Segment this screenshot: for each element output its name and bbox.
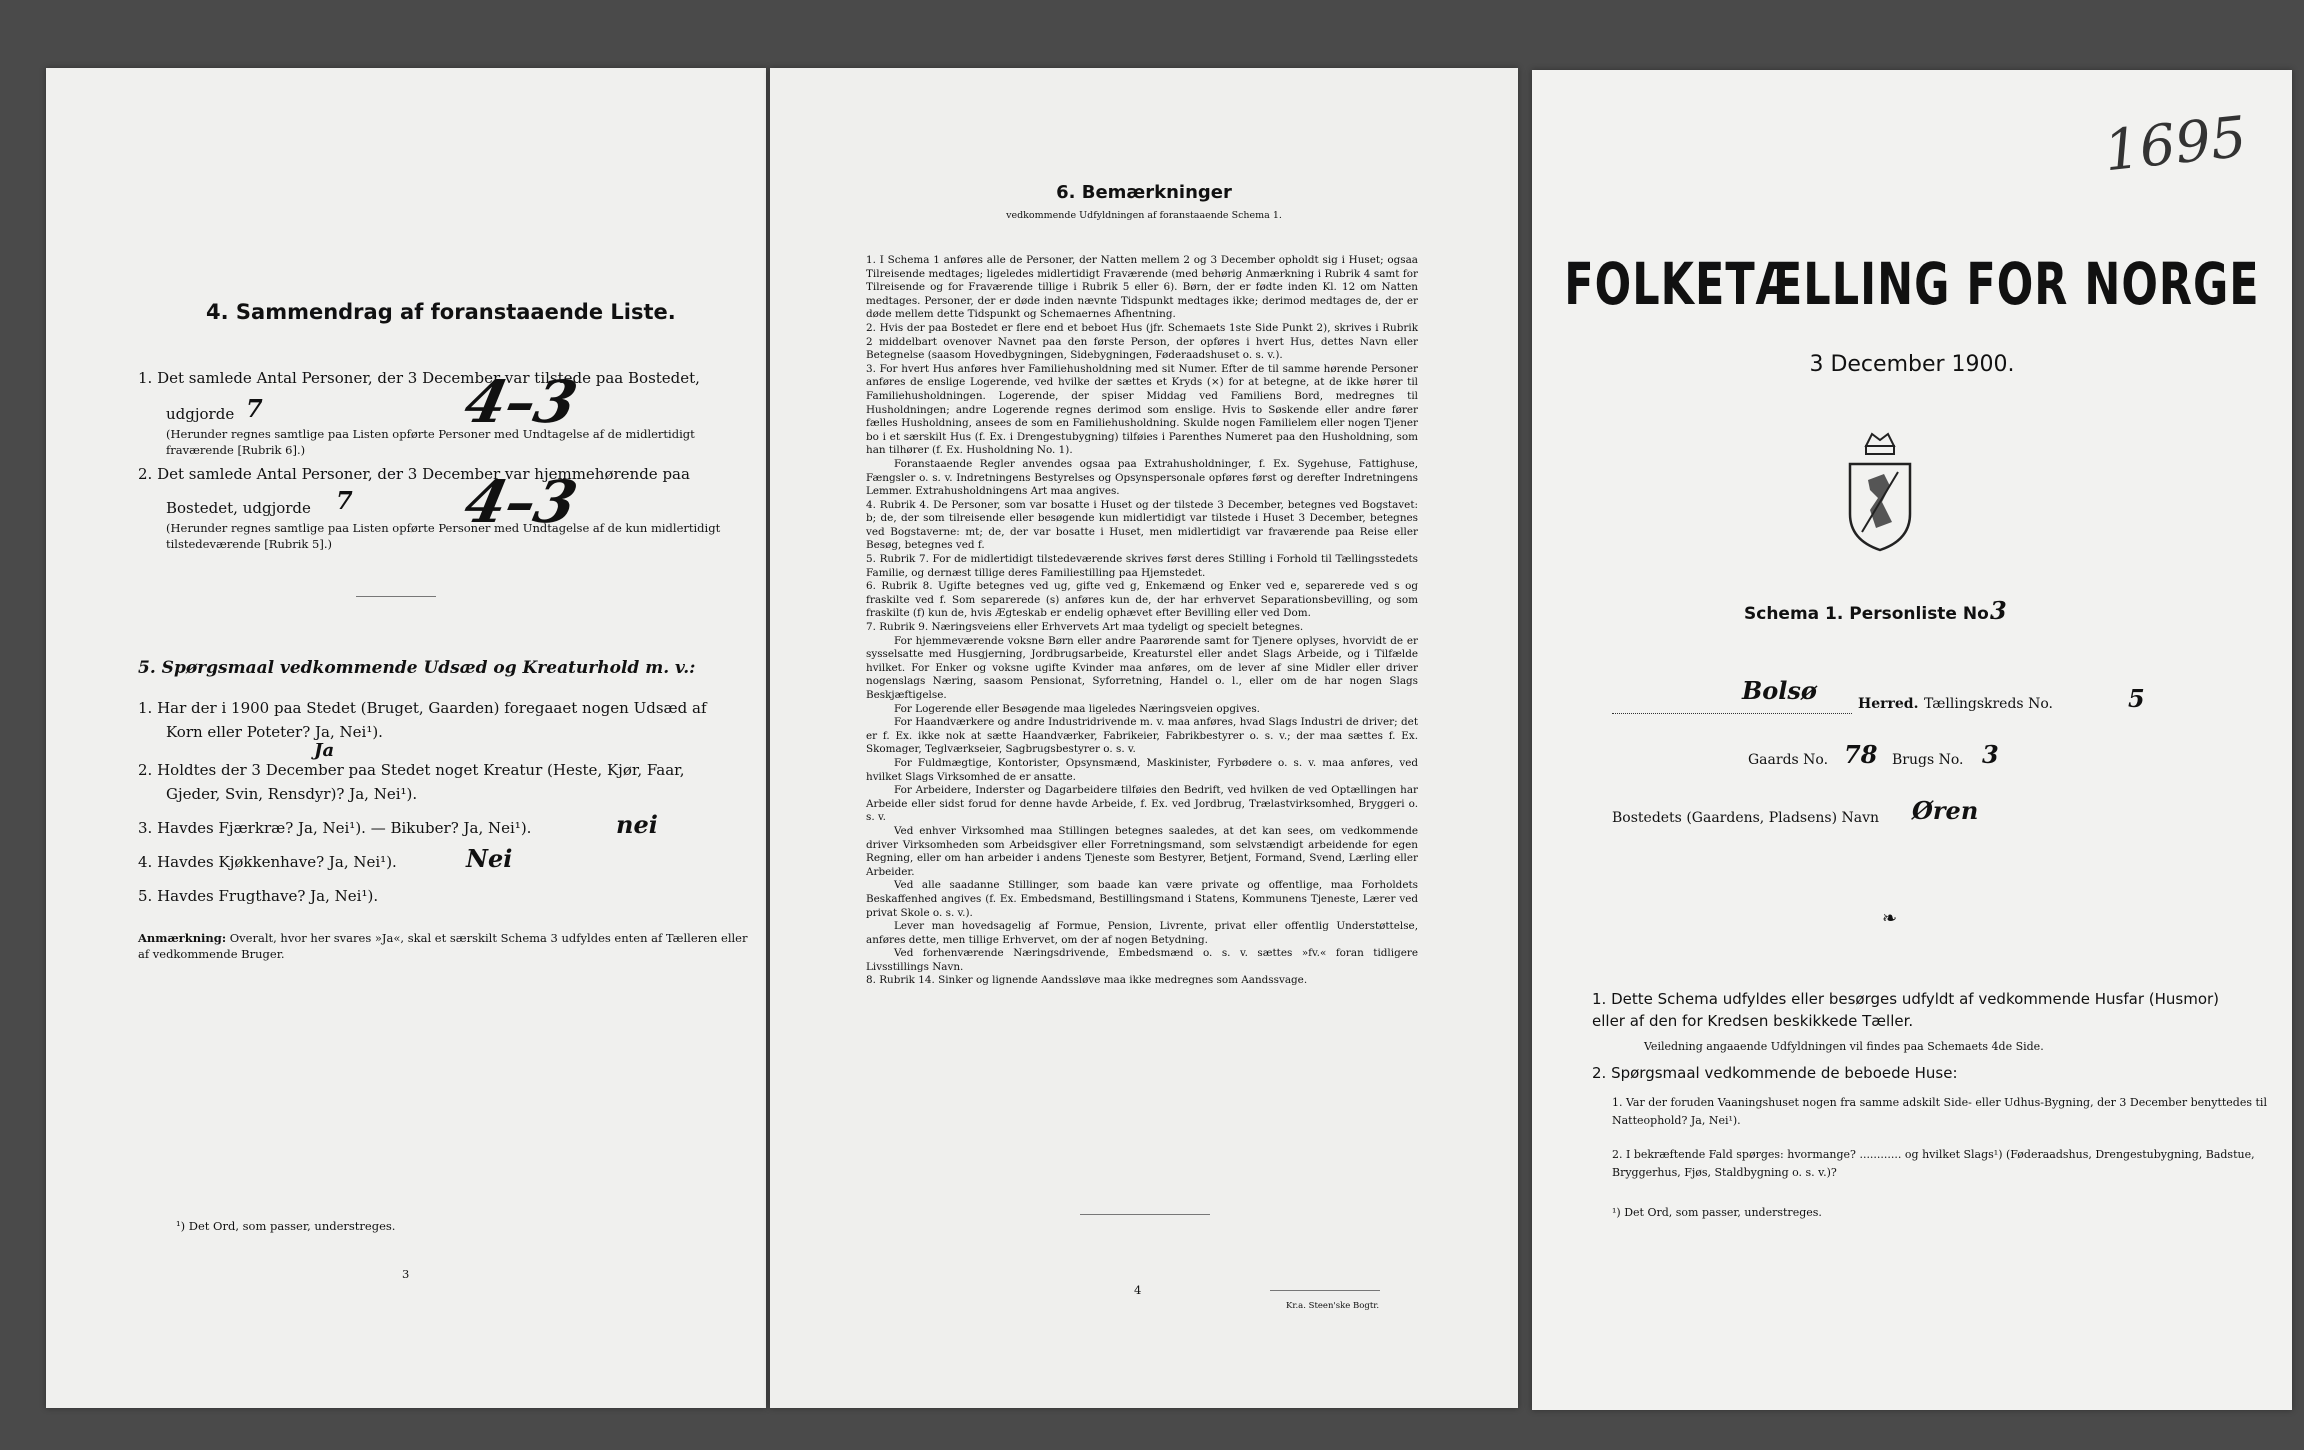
s5-q5: 5. Havdes Frugthave? Ja, Nei¹). (138, 887, 379, 905)
right-page (1532, 70, 2292, 1410)
annotation-text: Overalt, hvor her svares »Ja«, skal et særskilt Schema 3 udfyldes enten af Tælleren eller af vedkommende Bruger. (138, 931, 748, 961)
coat-of-arms-icon (1842, 428, 1918, 558)
s5-q2a: 2. Holdtes der 3 December paa Stedet noget Kreatur (Heste, Kjør, Faar, (138, 761, 685, 779)
divider (1080, 1214, 1210, 1215)
remark-paragraph: For Logerende eller Besøgende maa ligeledes Næringsveien opgives. (894, 702, 1260, 715)
remark-paragraph: 5. Rubrik 7. For de midlertidigt tilstedeværende skrives først deres Stilling i Forhold til Tællingsstedets Familie, og dernæst tillige deres Familiestilling paa Hjemstedet. (866, 553, 1418, 579)
q2-hand-value: 4–3 (458, 468, 583, 536)
brugs-number: 3 (1982, 740, 1999, 769)
q1-hand-value: 4–3 (458, 368, 583, 436)
census-title: FOLKETÆLLING FOR NORGE (1564, 251, 2260, 319)
remark-paragraph: For Fuldmægtige, Kontorister, Opsynsmænd, Maskinister, Fyrbødere o. s. v. maa anføres, ved hvilket Slags Virksomhed de er ansatte. (866, 756, 1418, 783)
section4-title: 4. Sammendrag af foranstaaende Liste. (206, 300, 676, 324)
q1-value: 7 (246, 394, 263, 423)
remark-paragraph: 6. Rubrik 8. Ugifte betegnes ved ug, gifte ved g, Enkemænd og Enker ved e, separerede ved s og fraskilte ved f. Som separerede (s) anføres kun de, der har erhvervet Separationsbevilling, og som fraskilte (f) kun de, hvis Ægteskab er endelig ophævet efter Bevilling eller ved Dom. (866, 580, 1418, 620)
instruction-2-q2: 2. I bekræftende Fald spørges: hvormange? ............ og hvilket Slags¹) (Føderaadshus, Drengestubygning, Badstue, Bryggerhus, Fjøs, Staldbygning o. s. v.)? (1612, 1148, 2255, 1179)
remark-paragraph: Lever man hovedsagelig af Formue, Pension, Livrente, privat eller offentlig Understøttelse, anføres dette, men tillige Erhvervet, om der af nogen Betydning. (866, 920, 1418, 946)
instruction-1: 1. Dette Schema udfyldes eller besørges udfyldt af vedkommende Husfar (Husmor) eller af den for Kredsen beskikkede Tæller. (1592, 990, 2220, 1030)
instruction-2-q1: 1. Var der foruden Vaaningshuset nogen fra samme adskilt Side- eller Udhus-Bygning, der 3 December benyttedes til Natteophold? Ja, Nei¹). (1612, 1096, 2267, 1127)
q1-udgjorde: udgjorde (166, 405, 235, 423)
remark-paragraph: For Arbeidere, Inderster og Dagarbeidere tilføies den Bedrift, ved hvilken de ved Optællingen har Arbeide eller sidst forud for denne havde Arbeide, f. Ex. ved Jordbrug, Trælastvirksomhed, Bryggeri o. s. v. (866, 784, 1418, 824)
bosted-value: Øren (1912, 796, 1979, 825)
remark-paragraph: For hjemmeværende voksne Børn eller andre Paarørende samt for Tjenere oplyses, hvorvidt de er sysselsatte med Husgjerning, Jordbrugsarbeide, Kreaturstel eller andet Slags Arbeide, og i Tilfælde hvilket. For Enker og voksne ugifte Kvinder maa anføres, om de lever af sine Midler eller driver nogenslags Næring, saasom Pensionat, Syforretning, Handel o. l., eller om de har nogen Slags Beskjæftigelse. (866, 634, 1418, 701)
divider (1270, 1290, 1380, 1291)
footnote: ¹) Det Ord, som passer, understreges. (1612, 1206, 1822, 1219)
footnote: ¹) Det Ord, som passer, understreges. (176, 1219, 396, 1233)
herred-label: Herred. (1858, 696, 1919, 712)
remark-paragraph: 1. I Schema 1 anføres alle de Personer, der Natten mellem 2 og 3 December opholdt sig i Huset; ogsaa Tilreisende medtages; ligeledes midlertidigt Fraværende (med behørig Anmærkning i Rubrik 4 samt for Tilreisende og for Fraværende tillige i Rubrik 5 eller 6). Børn, der er fødte inden Kl. 12 om Natten medtages. Personer, der er døde inden nævnte Tidspunkt medtages ikke; derimod medtages de, der er døde mellem dette Tidspunkt og Schemaernes Afhentning. (866, 254, 1418, 321)
q2-value: 7 (336, 486, 353, 515)
annotation (138, 930, 748, 962)
remark-paragraph: Ved forhenværende Næringsdrivende, Embedsmænd o. s. v. sættes »fv.« foran tidligere Livsstillings Navn. (866, 947, 1418, 973)
brugs-label: Brugs No. (1892, 752, 1964, 768)
page-number: 4 (1134, 1283, 1142, 1297)
remarks-subtitle: vedkommende Udfyldningen af foranstaaende Schema 1. (1006, 210, 1282, 221)
herred-value: Bolsø (1742, 676, 1817, 705)
page-number: 3 (402, 1267, 410, 1281)
q2-bostedet: Bostedet, udgjorde (166, 499, 311, 517)
q1-note: (Herunder regnes samtlige paa Listen opførte Personer med Undtagelse af de midlertidigt fraværende [Rubrik 6].) (166, 427, 695, 457)
s5-q1a: 1. Har der i 1900 paa Stedet (Bruget, Gaarden) foregaaet nogen Udsæd af (138, 699, 707, 717)
remark-paragraph: For Haandværkere og andre Industridrivende m. v. maa anføres, hvad Slags Industri de driver; det er f. Ex. ikke nok at sætte Haandværker, Fabrikeier, Fabrikbestyrer o. s. v.; der maa sættes f. Ex. Skomager, Teglværkseier, Sagbrugsbestyrer o. s. v. (866, 716, 1418, 756)
s5-q1-hand: Ja (314, 740, 335, 761)
q2-text: 2. Det samlede Antal Personer, der 3 December var hjemmehørende paa (138, 465, 690, 483)
archive-number: 1695 (2100, 104, 2250, 185)
ornament-icon: ❧ (1882, 908, 1898, 929)
schema-label: Schema 1. Personliste No. (1744, 604, 1996, 624)
s5-q4-hand: Nei (466, 844, 513, 873)
q1-text: 1. Det samlede Antal Personer, der 3 December var tilstede paa Bostedet, (138, 369, 700, 387)
remark-paragraph: 8. Rubrik 14. Sinker og lignende Aandssløve maa ikke medregnes som Aandssvage. (866, 974, 1308, 987)
section5-title: 5. Spørgsmaal vedkommende Udsæd og Kreaturhold m. v.: (138, 658, 696, 678)
remarks-body (866, 254, 1418, 988)
instruction-2: 2. Spørgsmaal vedkommende de beboede Huse: (1592, 1064, 1958, 1082)
middle-page (770, 68, 1518, 1408)
remark-paragraph: Ved alle saadanne Stillinger, som baade kan være private og offentlige, maa Forholdets Beskaffenhed angives (f. Ex. Embedsmand, Bestillingsmand i Statens, Kommunens Tjeneste, Lærer ved privat Skole o. s. v.). (866, 879, 1418, 919)
remark-paragraph: Ved enhver Virksomhed maa Stillingen betegnes saaledes, at det kan sees, om vedkommende driver Virksomheden som Arbeidsgiver eller Forretningsmand, som selvstændigt arbeidende for egen Regning, eller om han arbeider i andens Tjeneste som Bestyrer, Betjent, Formand, Svend, Lærling eller Arbeider. (866, 824, 1418, 878)
s5-q4: 4. Havdes Kjøkkenhave? Ja, Nei¹). (138, 853, 397, 871)
remark-paragraph: 7. Rubrik 9. Næringsveiens eller Erhvervets Art maa tydeligt og specielt betegnes. (866, 621, 1304, 634)
kreds-label: Tællingskreds No. (1924, 696, 2053, 712)
gaards-number: 78 (1844, 740, 1878, 769)
divider (356, 596, 436, 597)
q2-note: (Herunder regnes samtlige paa Listen opførte Personer med Undtagelse af de kun midlertidigt tilstedeværende [Rubrik 5].) (166, 521, 721, 551)
remarks-title: 6. Bemærkninger (1056, 182, 1232, 203)
annotation-label: Anmærkning: (138, 931, 227, 945)
instruction-1-note: Veiledning angaaende Udfyldningen vil findes paa Schemaets 4de Side. (1644, 1040, 2044, 1053)
schema-number: 3 (1990, 596, 2007, 625)
s5-q3: 3. Havdes Fjærkræ? Ja, Nei¹). — Bikuber? Ja, Nei¹). (138, 819, 532, 837)
s5-q2b: Gjeder, Svin, Rensdyr)? Ja, Nei¹). (166, 785, 418, 803)
remark-paragraph: 3. For hvert Hus anføres hver Familiehusholdning med sit Numer. Efter de til samme hørende Personer anføres de enslige Logerende, ved hvilke der sættes et Kryds (×) for at betegne, at de ikke hører til Familiehusholdningen. Logerende, der spiser Middag ved Familiens Bord, medregnes til Husholdningen; andre Logerende regnes derimod som enslige. Hvis to Søskende eller andre fører fælles Husholdning, ansees de som en Familiehusholdning. Skulde nogen Familielem eller nogen Tjener bo i et særskilt Hus (f. Ex. i Drengestubygning) tilføies i Parenthes Numeret paa den Husholdning, som han tilhører (f. Ex. Husholdning No. 1). (866, 362, 1418, 457)
s5-q3-hand: nei (616, 810, 658, 839)
remark-paragraph: 4. Rubrik 4. De Personer, som var bosatte i Huset og der tilstede 3 December, betegnes ved Bogstavet: b; de, der som tilreisende eller besøgende kun midlertidigt var tilstede i Huset 3 December, betegnes ved Bogstaverne: mt; de, der var bosatte i Huset, men midlertidigt var fraværende paa Reise eller Besøg, betegnes ved f. (866, 498, 1418, 552)
left-page (46, 68, 766, 1408)
remark-paragraph: Foranstaaende Regler anvendes ogsaa paa Extrahusholdninger, f. Ex. Sygehuse, Fattighuse, Fængsler o. s. v. Indretningens Bestyrelses og Opsynspersonale opføres først og derefter Indretningens Lemmer. Extrahusholdningens Art maa angives. (866, 457, 1418, 498)
kreds-number: 5 (2128, 684, 2145, 713)
gaards-label: Gaards No. (1748, 752, 1829, 768)
s5-q1b: Korn eller Poteter? Ja, Nei¹). (166, 723, 383, 741)
printer-credit: Kr.a. Steen'ske Bogtr. (1286, 1301, 1380, 1311)
remark-paragraph: 2. Hvis der paa Bostedet er flere end et beboet Hus (jfr. Schemaets 1ste Side Punkt 2), skrives i Rubrik 2 middelbart ovenover Navnet paa den første Person, der opføres i hvert Hus, dettes Navn eller Betegnelse (saasom Hovedbygningen, Sidebygningen, Føderaadshuset o. s. v.). (866, 321, 1418, 362)
census-date: 3 December 1900. (1809, 352, 2015, 377)
bosted-label: Bostedets (Gaardens, Pladsens) Navn (1612, 810, 1880, 826)
